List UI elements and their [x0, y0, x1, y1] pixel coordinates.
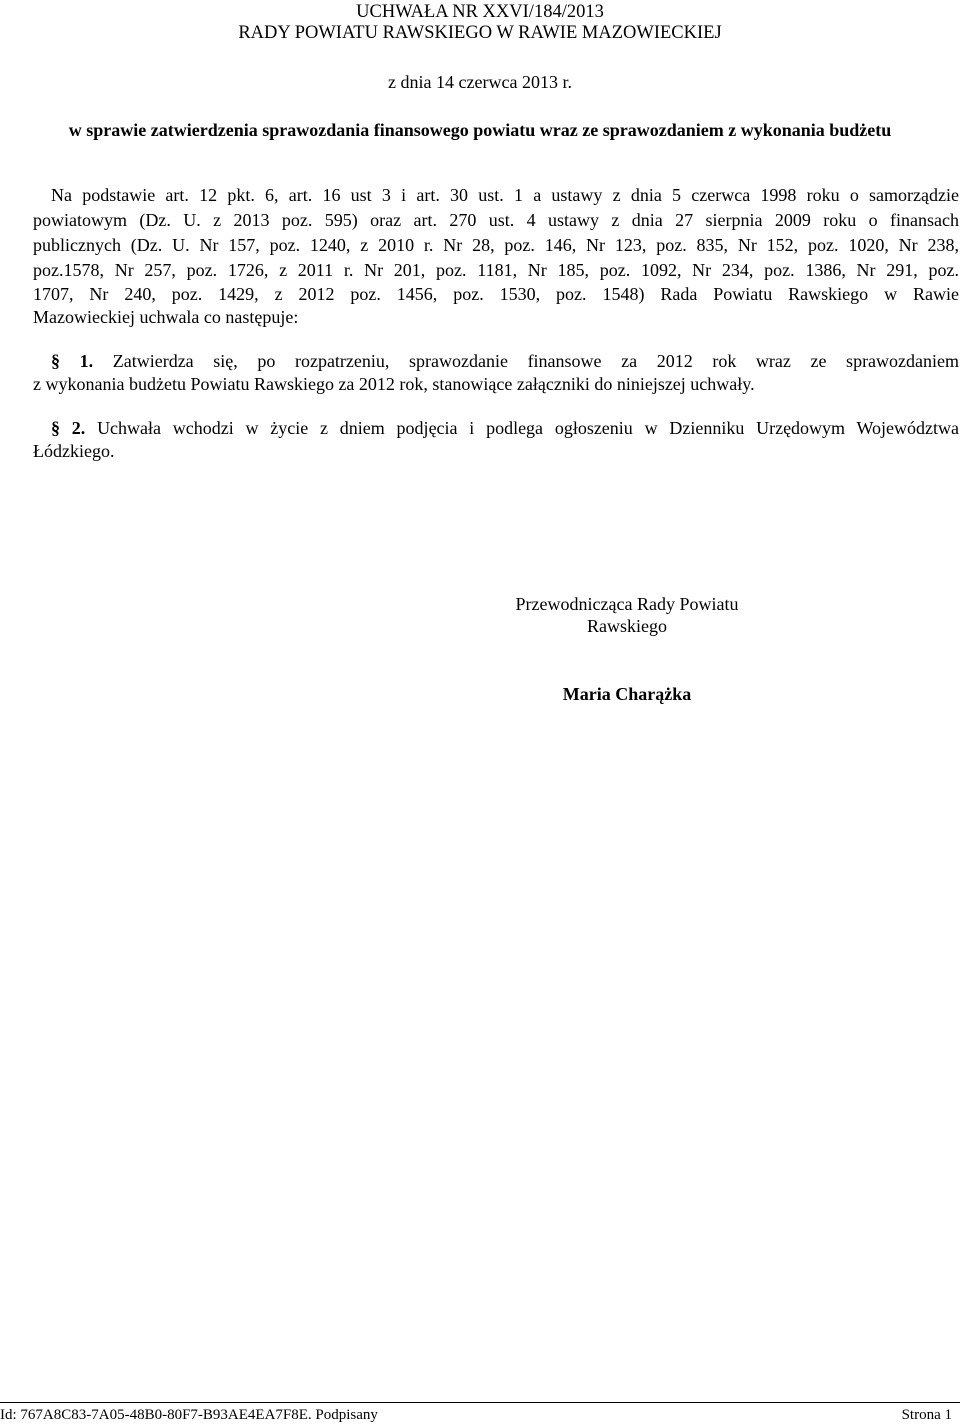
section-1-line-1 — [51, 351, 959, 372]
footer-document-id: Id: 767A8C83-7A05-48B0-80F7-B93AE4EA7F8E. Podpisany — [0, 1407, 378, 1423]
footer-page-number: Strona 1 — [901, 1407, 952, 1423]
signature-name: Maria Charążka — [562, 684, 692, 704]
signature-role-line2: Rawskiego — [587, 616, 667, 636]
section-2-line-2: Łódzkiego. — [33, 441, 115, 461]
document-title-line1: UCHWAŁA NR XXVI/184/2013 — [356, 2, 604, 22]
signature-role-line1: Przewodnicząca Rady Powiatu — [515, 594, 739, 614]
document-title-line2: RADY POWIATU RAWSKIEGO W RAWIE MAZOWIECKIEJ — [238, 23, 722, 43]
section-1-line-2: z wykonania budżetu Powiatu Rawskiego za 2012 rok, stanowiące załączniki do niniejszej uchwały. — [33, 374, 755, 394]
preamble-line-4: poz.1578, Nr 257, poz. 1726, z 2011 r. Nr 201, poz. 1181, Nr 185, poz. 1092, Nr 234, poz. 1386, Nr 291, poz. — [33, 260, 959, 280]
section-2-line-1 — [51, 418, 959, 439]
document-subject: w sprawie zatwierdzenia sprawozdania finansowego powiatu wraz ze sprawozdaniem z wykonania budżetu — [68, 120, 892, 140]
footer-divider — [0, 1402, 960, 1403]
preamble-line-2: powiatowym (Dz. U. z 2013 poz. 595) oraz art. 270 ust. 4 ustawy z dnia 27 sierpnia 2009 roku o finansach — [33, 210, 959, 230]
preamble-line-1: Na podstawie art. 12 pkt. 6, art. 16 ust 3 i art. 30 ust. 1 a ustawy z dnia 5 czerwca 1998 roku o samorządzie — [51, 185, 959, 205]
preamble-line-6: Mazowieckiej uchwala co następuje: — [33, 307, 299, 327]
section-2-number: § 2. — [51, 418, 86, 438]
preamble-line-3: publicznych (Dz. U. Nr 157, poz. 1240, z 2010 r. Nr 28, poz. 146, Nr 123, poz. 835, Nr 152, poz. 1020, Nr 238, — [33, 235, 959, 255]
section-1-text: Zatwierdza się, po rozpatrzeniu, sprawozdanie finansowe za 2012 rok wraz ze sprawozdaniem — [112, 351, 960, 371]
preamble-line-5: 1707, Nr 240, poz. 1429, z 2012 poz. 1456, poz. 1530, poz. 1548) Rada Powiatu Rawskiego w Rawie — [33, 284, 959, 304]
section-1-number: § 1. — [51, 351, 94, 371]
document-date: z dnia 14 czerwca 2013 r. — [388, 72, 572, 92]
section-2-text: Uchwała wchodzi w życie z dniem podjęcia i podlega ogłoszeniu w Dzienniku Urzędowym Województwa — [97, 418, 960, 438]
